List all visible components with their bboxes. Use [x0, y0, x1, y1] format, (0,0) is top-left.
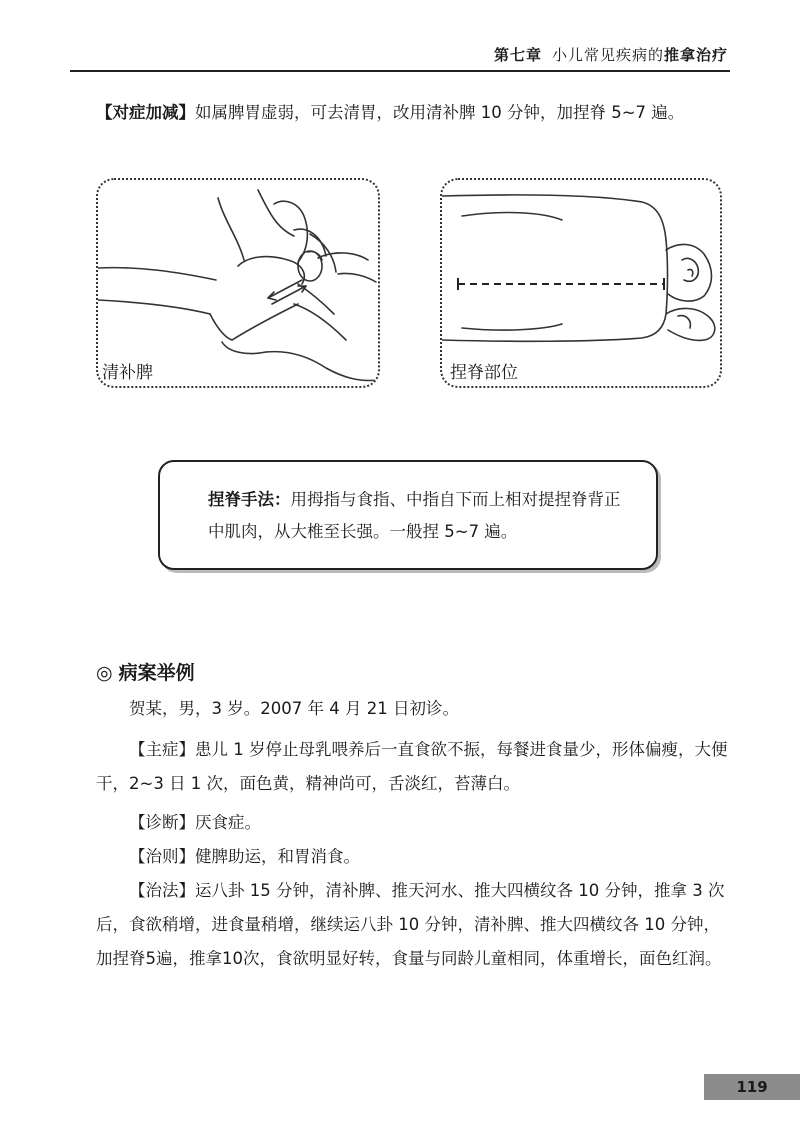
- case-principle: [96, 840, 730, 874]
- figure-caption-qingbupi: 清补脾: [102, 363, 153, 383]
- technique-note-box: [158, 460, 658, 570]
- technique-note-label: 捏脊手法：: [208, 490, 291, 509]
- case-diagnosis-text: 厌食症。: [195, 813, 261, 832]
- case-intro: 贺某，男，3 岁。2007 年 4 月 21 日初诊。: [129, 699, 459, 718]
- header-title-strong: 推拿治疗: [663, 46, 728, 64]
- case-diagnosis-tag: 【诊断】: [129, 813, 195, 832]
- chapter-label: 第七章: [493, 46, 542, 64]
- case-method-tag: 【治法】: [129, 881, 195, 900]
- figure-caption-niejibuwei: 捏脊部位: [450, 363, 518, 383]
- adjustment-text: 如属脾胃虚弱，可去清胃，改用清补脾 10 分钟，加捏脊 5~7 遍。: [195, 103, 685, 122]
- technique-note-text: [208, 484, 626, 548]
- case-symptom-text: 患儿 1 岁停止母乳喂养后一直食欲不振，每餐进食量少，形体偏瘦，大便干，2~3 日 1 次，面色黄，精神尚可，舌淡红，苔薄白。: [96, 740, 728, 793]
- hand-massage-illustration: [98, 180, 378, 386]
- figure-niejibuwei: [440, 178, 722, 388]
- adjustment-tag: 【对症加减】: [96, 103, 195, 122]
- adjustment-paragraph: [96, 96, 730, 130]
- case-symptom: [96, 733, 730, 801]
- case-method-text: 运八卦 15 分钟，清补脾、推天河水、推大四横纹各 10 分钟，推拿 3 次后，食欲稍增，进食量稍增，继续运八卦 10 分钟，清补脾、推大四横纹各 10 分钟，加捏脊5遍，推拿10次，食欲明显好转，食量与同龄儿童相同，体重增长，面色红润。: [96, 881, 725, 968]
- running-header: [494, 44, 728, 65]
- case-method: [96, 874, 730, 976]
- figure-qingbupi: [96, 178, 380, 388]
- section-title-text: 病案举例: [118, 662, 195, 684]
- case-symptom-tag: 【主症】: [129, 740, 195, 759]
- header-rule: [70, 70, 730, 72]
- case-diagnosis: [96, 806, 730, 840]
- case-principle-tag: 【治则】: [129, 847, 195, 866]
- section-marker-icon: ◎: [96, 662, 113, 684]
- header-title-prefix: 小儿常见疾病的: [551, 46, 664, 64]
- technique-note-body: 用拇指与食指、中指自下而上相对提捏脊背正中肌肉，从大椎至长强。一般捏 5~7 遍。: [208, 490, 621, 541]
- page-number: 119: [704, 1074, 800, 1100]
- section-title: [96, 658, 195, 685]
- case-principle-text: 健脾助运，和胃消食。: [195, 847, 360, 866]
- back-spine-illustration: [442, 180, 720, 386]
